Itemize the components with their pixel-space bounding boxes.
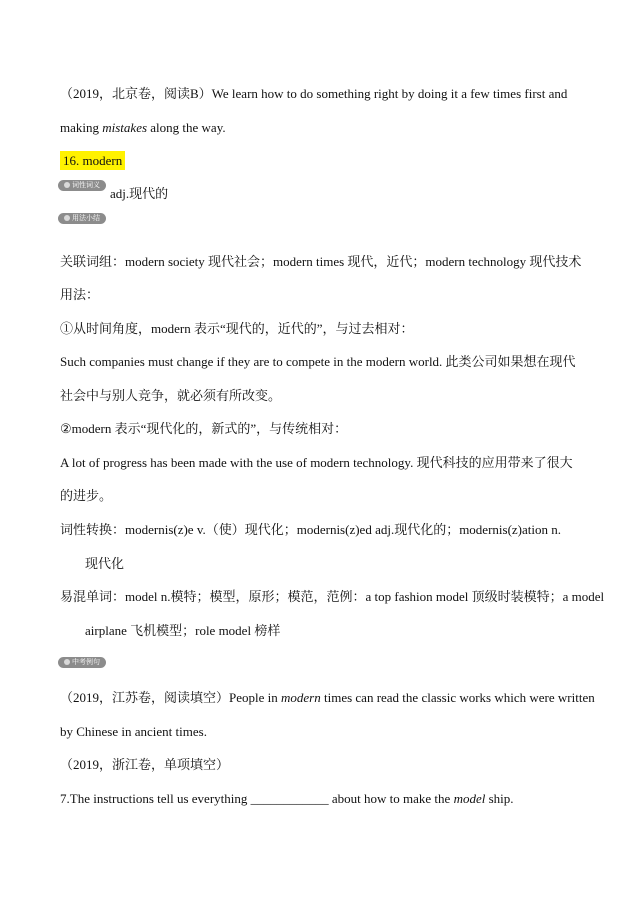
word-heading-highlight: 16. modern [60,151,125,170]
question-7 [60,791,514,807]
badge-dot-icon [64,182,70,188]
badge-exam [58,657,106,668]
question-7-italic-word: model [453,791,486,806]
intro-line-2 [60,120,226,136]
question-7-text-b: ship. [485,791,514,806]
badge-pos [58,180,106,191]
conversion-line-1: 词性转换：modernis(z)e v.（使）现代化；modernis(z)ed adj.现代化的；modernis(z)ation n. [60,522,562,537]
confusable-line-1: 易混单词：model n.模特；模型，原形；模范，范例：a top fashion model 顶级时装模特；a model [60,589,605,604]
exam-1-italic-word: modern [281,690,321,705]
exam-2-source: （2019，浙江卷，单项填空） [60,757,230,772]
related-phrases: 关联词组：modern society 现代社会；modern times 现代，近代；modern technology 现代技术 [60,254,582,269]
confusable-line-2: airplane 飞机模型；role model 榜样 [85,623,281,638]
usage-2-example-1: A lot of progress has been made with the use of modern technology. 现代科技的应用带来了很大 [60,455,573,470]
intro-italic-word: mistakes [102,120,148,135]
intro-text: We learn how to do something right by doing it a few times first and [211,86,568,101]
usage-label: 用法： [60,287,100,302]
usage-1-example-2: 社会中与别人竞争，就必须有所改变。 [60,388,282,403]
intro-line-1 [60,86,567,102]
exam-1-text-a: People in [229,690,282,705]
usage-2-head: ②modern 表示“现代化的，新式的”，与传统相对： [60,421,348,436]
conversion-line-2: 现代化 [85,556,125,571]
intro-text-2a: making [60,120,103,135]
exam-1-source: （2019，江苏卷，阅读填空） [60,690,230,705]
badge-usage [58,213,106,224]
badge-exam-label: 中考例句 [72,658,100,666]
badge-usage-label: 用法小结 [72,214,100,222]
usage-2-example-2: 的进步。 [60,488,113,503]
badge-dot-icon [64,659,70,665]
usage-1-head: ①从时间角度，modern 表示“现代的，近代的”，与过去相对： [60,321,414,336]
meaning: adj.现代的 [110,186,169,201]
usage-1-example-1: Such companies must change if they are to compete in the modern world. 此类公司如果想在现代 [60,354,576,369]
exam-1-line-2: by Chinese in ancient times. [60,724,207,739]
question-7-text-a: 7.The instructions tell us everything ____________ about how to make the [60,791,454,806]
intro-text-2b: along the way. [147,120,226,135]
exam-1-text-b: times can read the classic works which were written [320,690,595,705]
word-heading [60,153,125,169]
intro-source: （2019，北京卷，阅读B） [60,86,212,101]
badge-pos-label: 词性词义 [72,181,100,189]
exam-1-line-1 [60,690,595,706]
badge-dot-icon [64,215,70,221]
